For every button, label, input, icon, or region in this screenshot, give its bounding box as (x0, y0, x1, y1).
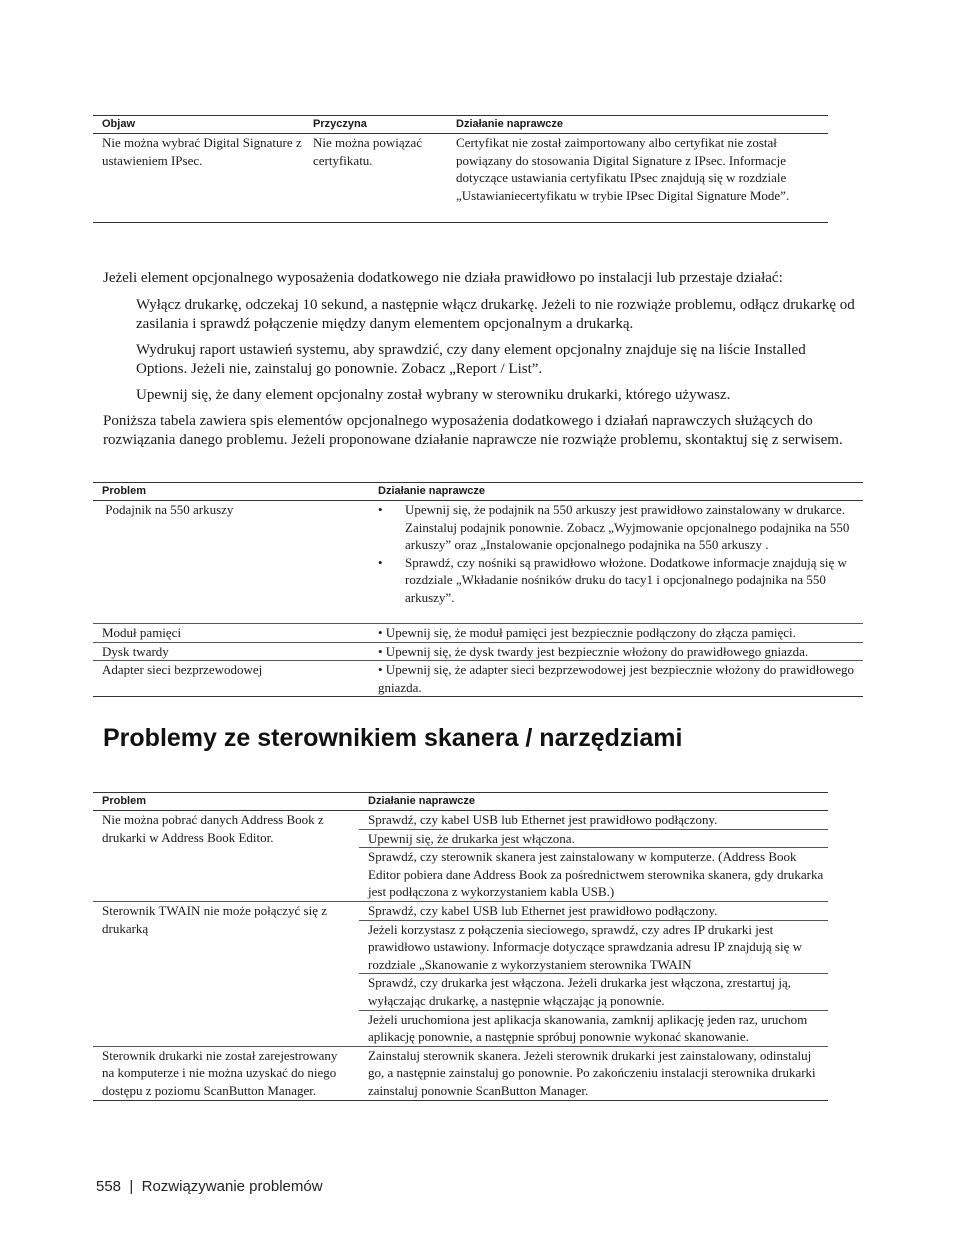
list-item: • Sprawdź, czy nośniki są prawidłowo włożone. Dodatkowe informacje znajdują się w rozdziale „Wkładanie nośników druku do tacy1 i opcjonalnego podajnika na 550 arkuszy”. (378, 554, 847, 605)
cell-problem: Podajnik na 550 arkuszy (102, 502, 234, 517)
column-header-symptom: Objaw (93, 116, 304, 134)
table-header-row (93, 793, 828, 811)
column-header-problem: Problem (93, 793, 359, 811)
footer-separator: | (129, 1178, 134, 1195)
table-options (93, 482, 863, 697)
table-row (93, 1046, 828, 1100)
cell-symptom: Nie można wybrać Digital Signature z ustawieniem IPsec. (102, 135, 302, 168)
bullet-icon: • (378, 502, 383, 517)
cell-action: Zainstaluj sterownik skanera. Jeżeli sterownik drukarki jest zainstalowany, odinstaluj go, a następnie zainstaluj go ponownie. Po zakończeniu instalacji sterownika drukarki zainstaluj ponownie ScanButton Manager. (359, 1046, 828, 1100)
cell-problem: Moduł pamięci (93, 624, 369, 643)
cell-action: Jeżeli uruchomiona jest aplikacja skanowania, zamknij aplikację jeden raz, uruchom aplikację ponownie, a następnie spróbuj ponownie wykonać skanowanie. (359, 1010, 828, 1046)
cell-problem: Adapter sieci bezprzewodowej (93, 661, 369, 697)
table-row (93, 134, 828, 223)
chapter-title: Rozwiązywanie problemów (141, 1178, 323, 1195)
cell-action: Sprawdź, czy sterownik skanera jest zainstalowany w komputerze. (Address Book Editor pobiera dane Address Book za pośrednictwem sterownika skanera, gdy drukarka jest podłączona z wykorzystaniem kabla USB.) (359, 848, 828, 902)
step-1: Wyłącz drukarkę, odczekaj 10 sekund, a następnie włącz drukarkę. Jeżeli to nie rozwiąże problemu, odłącz drukarkę od zasilania i sprawdź połączenie między danym elementem opcjonalnym a drukarką. (136, 297, 855, 332)
column-header-action: Działanie naprawcze (369, 483, 863, 501)
column-header-problem: Problem (93, 483, 369, 501)
table-scanner (93, 792, 828, 1101)
intro-paragraph: Jeżeli element opcjonalnego wyposażenia dodatkowego nie działa prawidłowo po instalacji lub przestaje działać: (103, 270, 783, 286)
page-number: 558 (96, 1178, 122, 1195)
table-row (93, 811, 828, 830)
column-header-action: Działanie naprawcze (359, 793, 828, 811)
table-row (93, 642, 863, 661)
table-ipsec (93, 115, 828, 223)
table-header-row (93, 483, 863, 501)
cell-action: Upewnij się, że drukarka jest włączona. (359, 829, 828, 848)
cell-action: • Upewnij się, że adapter sieci bezprzewodowej jest bezpiecznie włożony do prawidłowego gniazda. (369, 661, 863, 697)
table-row (93, 901, 828, 920)
cell-action: Sprawdź, czy kabel USB lub Ethernet jest prawidłowo podłączony. (359, 901, 828, 920)
cell-action (369, 501, 863, 624)
cell-action: Sprawdź, czy drukarka jest włączona. Jeżeli drukarka jest włączona, zrestartuj ją, wyłączając drukarkę, a następnie włączając ją ponownie. (359, 974, 828, 1010)
column-header-cause: Przyczyna (304, 116, 447, 134)
list-item: • Upewnij się, że podajnik na 550 arkuszy jest prawidłowo zainstalowany w drukarce. Zainstaluj podajnik ponownie. Zobacz „Wyjmowanie opcjonalnego podajnika na 550 arkuszy” oraz „Instalowanie opcjonalnego podajnika na 550 arkuszy . (378, 502, 850, 553)
step-3: Upewnij się, że dany element opcjonalny został wybrany w sterowniku drukarki, którego używasz. (136, 387, 731, 403)
column-header-action: Działanie naprawcze (447, 116, 828, 134)
bullet-icon: • (378, 554, 383, 570)
cell-problem: Dysk twardy (93, 642, 369, 661)
summary-paragraph: Poniższa tabela zawiera spis elementów opcjonalnego wyposażenia dodatkowego i działań naprawczych służących do rozwiązania danego problemu. Jeżeli proponowane działanie naprawcze nie rozwiąże problemu, skontaktuj się z serwisem. (103, 413, 843, 448)
cell-action: Sprawdź, czy kabel USB lub Ethernet jest prawidłowo podłączony. (368, 812, 718, 827)
cell-problem: Nie można pobrać danych Address Book z drukarki w Address Book Editor. (102, 812, 324, 845)
cell-action: • Upewnij się, że dysk twardy jest bezpiecznie włożony do prawidłowego gniazda. (369, 642, 863, 661)
table-header-row (93, 116, 828, 134)
cell-action: Certyfikat nie został zaimportowany albo certyfikat nie został powiązany do stosowania Digital Signature z IPsec. Informacje dotyczące ustawiania certyfikatu IPsec znajdują się w rozdziale „Ustawianiecertyfikatu w trybie IPsec Digital Signature Mode”. (456, 135, 790, 203)
cell-action: • Upewnij się, że moduł pamięci jest bezpiecznie podłączony do złącza pamięci. (369, 624, 863, 643)
cell-problem: Sterownik drukarki nie został zarejestrowany na komputerze i nie można uzyskać do niego dostępu z poziomu ScanButton Manager. (93, 1046, 359, 1100)
table-row (93, 624, 863, 643)
table-row (93, 501, 863, 624)
table-row (93, 661, 863, 697)
step-2: Wydrukuj raport ustawień systemu, aby sprawdzić, czy dany element opcjonalny znajduje się na liście Installed Options. Jeżeli nie, zainstaluj go ponownie. Zobacz „Report / List”. (136, 342, 806, 377)
cell-problem: Sterownik TWAIN nie może połączyć się z drukarką (93, 901, 359, 1046)
cell-action: Jeżeli korzystasz z połączenia sieciowego, sprawdź, czy adres IP drukarki jest prawidłowo ustawiony. Informacje dotyczące sprawdzania adresu IP znajdują się w rozdziale „Skanowanie z wykorzystaniem sterownika TWAIN (359, 920, 828, 974)
page-footer (96, 1177, 323, 1197)
section-heading: Problemy ze sterownikiem skanera / narzędziami (103, 724, 683, 752)
cell-cause: Nie można powiązać certyfikatu. (313, 135, 423, 168)
